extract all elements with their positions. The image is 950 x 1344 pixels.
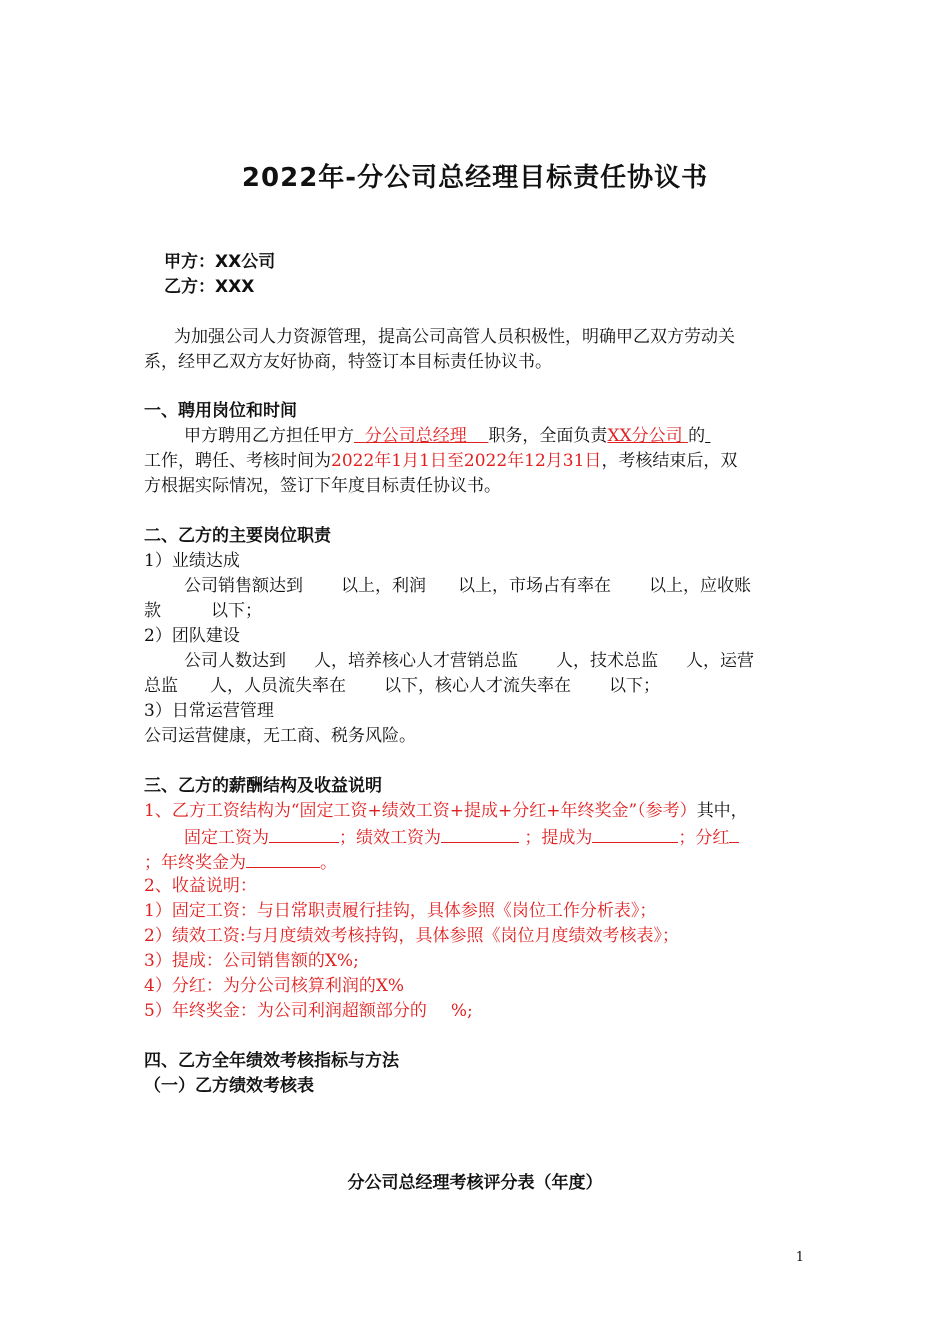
salary-line-2: 固定工资为 ；绩效工资为 ；提成为 ；分红: [184, 824, 739, 851]
salary-line-3: ；年终奖金为 。: [144, 849, 337, 876]
section-4-subheading: （一）乙方绩效考核表: [144, 1076, 314, 1096]
year-end-bonus-blank: [246, 849, 320, 868]
item-2-line-1: 公司人数达到 人，培养核心人才营销总监 人，技术总监 人，运营: [184, 651, 754, 671]
section-3-heading: 三、乙方的薪酬结构及收益说明: [144, 776, 382, 796]
item-3-line-1: 公司运营健康，无工商、税务风险。: [144, 726, 416, 746]
s1-text-b: 职务，全面负责: [488, 426, 608, 446]
performance-salary-blank: [441, 824, 519, 843]
income-heading: 2、收益说明：: [144, 876, 257, 896]
party-b: 乙方：XXX: [164, 277, 255, 297]
party-a: 甲方：XX公司: [164, 252, 276, 272]
page-number: 1: [795, 1250, 804, 1265]
section-1-heading: 一、聘用岗位和时间: [144, 401, 297, 421]
salary-structure: “固定工资+绩效工资+提成+分红+年终奖金”（参考）: [290, 801, 697, 821]
section-1-line-1: [184, 424, 710, 449]
s1-text-a: 甲方聘用乙方担任甲方: [184, 426, 354, 446]
income-item-4: 4）分红：为分公司核算利润的X%: [144, 976, 405, 996]
position-field: 分公司总经理: [364, 426, 467, 446]
table-title: 分公司总经理考核评分表（年度）: [347, 1173, 603, 1193]
item-1-heading: 1）业绩达成: [144, 551, 240, 571]
item-2-heading: 2）团队建设: [144, 626, 240, 646]
intro-line-1: 为加强公司人力资源管理，提高公司高管人员积极性，明确甲乙双方劳动关: [174, 327, 735, 347]
fixed-salary-blank: [269, 824, 339, 843]
section-1-line-2: 工作，聘任、考核时间为2022年1月1日至2022年12月31日，考核结束后，双: [144, 451, 738, 471]
income-item-1: 1）固定工资：与日常职责履行挂钩，具体参照《岗位工作分析表》；: [144, 901, 657, 921]
s1-text-c: 的: [688, 426, 706, 446]
section-4-heading: 四、乙方全年绩效考核指标与方法: [144, 1051, 399, 1071]
item-2-line-2: 总监 人，人员流失率在 以下，核心人才流失率在 以下；: [144, 676, 660, 696]
section-2-heading: 二、乙方的主要岗位职责: [144, 526, 331, 546]
commission-blank: [592, 824, 678, 843]
income-item-3: 3）提成：公司销售额的X%;: [144, 951, 359, 971]
item-1-line-1: 公司销售额达到 以上，利润 以上，市场占有率在 以上，应收账: [184, 576, 751, 596]
salary-line-1: 1、乙方工资结构为“固定工资+绩效工资+提成+分红+年终奖金”（参考）其中，: [144, 801, 748, 821]
income-item-5: 5）年终奖金：为公司利润超额部分的 %;: [144, 1001, 473, 1021]
page-title: 2022年-分公司总经理目标责任协议书: [241, 163, 709, 193]
period-text: 2022年1月1日至2022年12月31日: [331, 451, 602, 471]
branch-field: XX分公司: [607, 426, 683, 446]
section-1-line-3: 方根据实际情况，签订下年度目标责任协议书。: [144, 476, 501, 496]
income-item-2: 2）绩效工资:与月度绩效考核持钩，具体参照《岗位月度绩效考核表》；: [144, 926, 680, 946]
item-3-heading: 3）日常运营管理: [144, 701, 274, 721]
intro-line-2: 系，经甲乙双方友好协商，特签订本目标责任协议书。: [144, 352, 552, 372]
item-1-line-2: 款 以下；: [144, 601, 262, 621]
